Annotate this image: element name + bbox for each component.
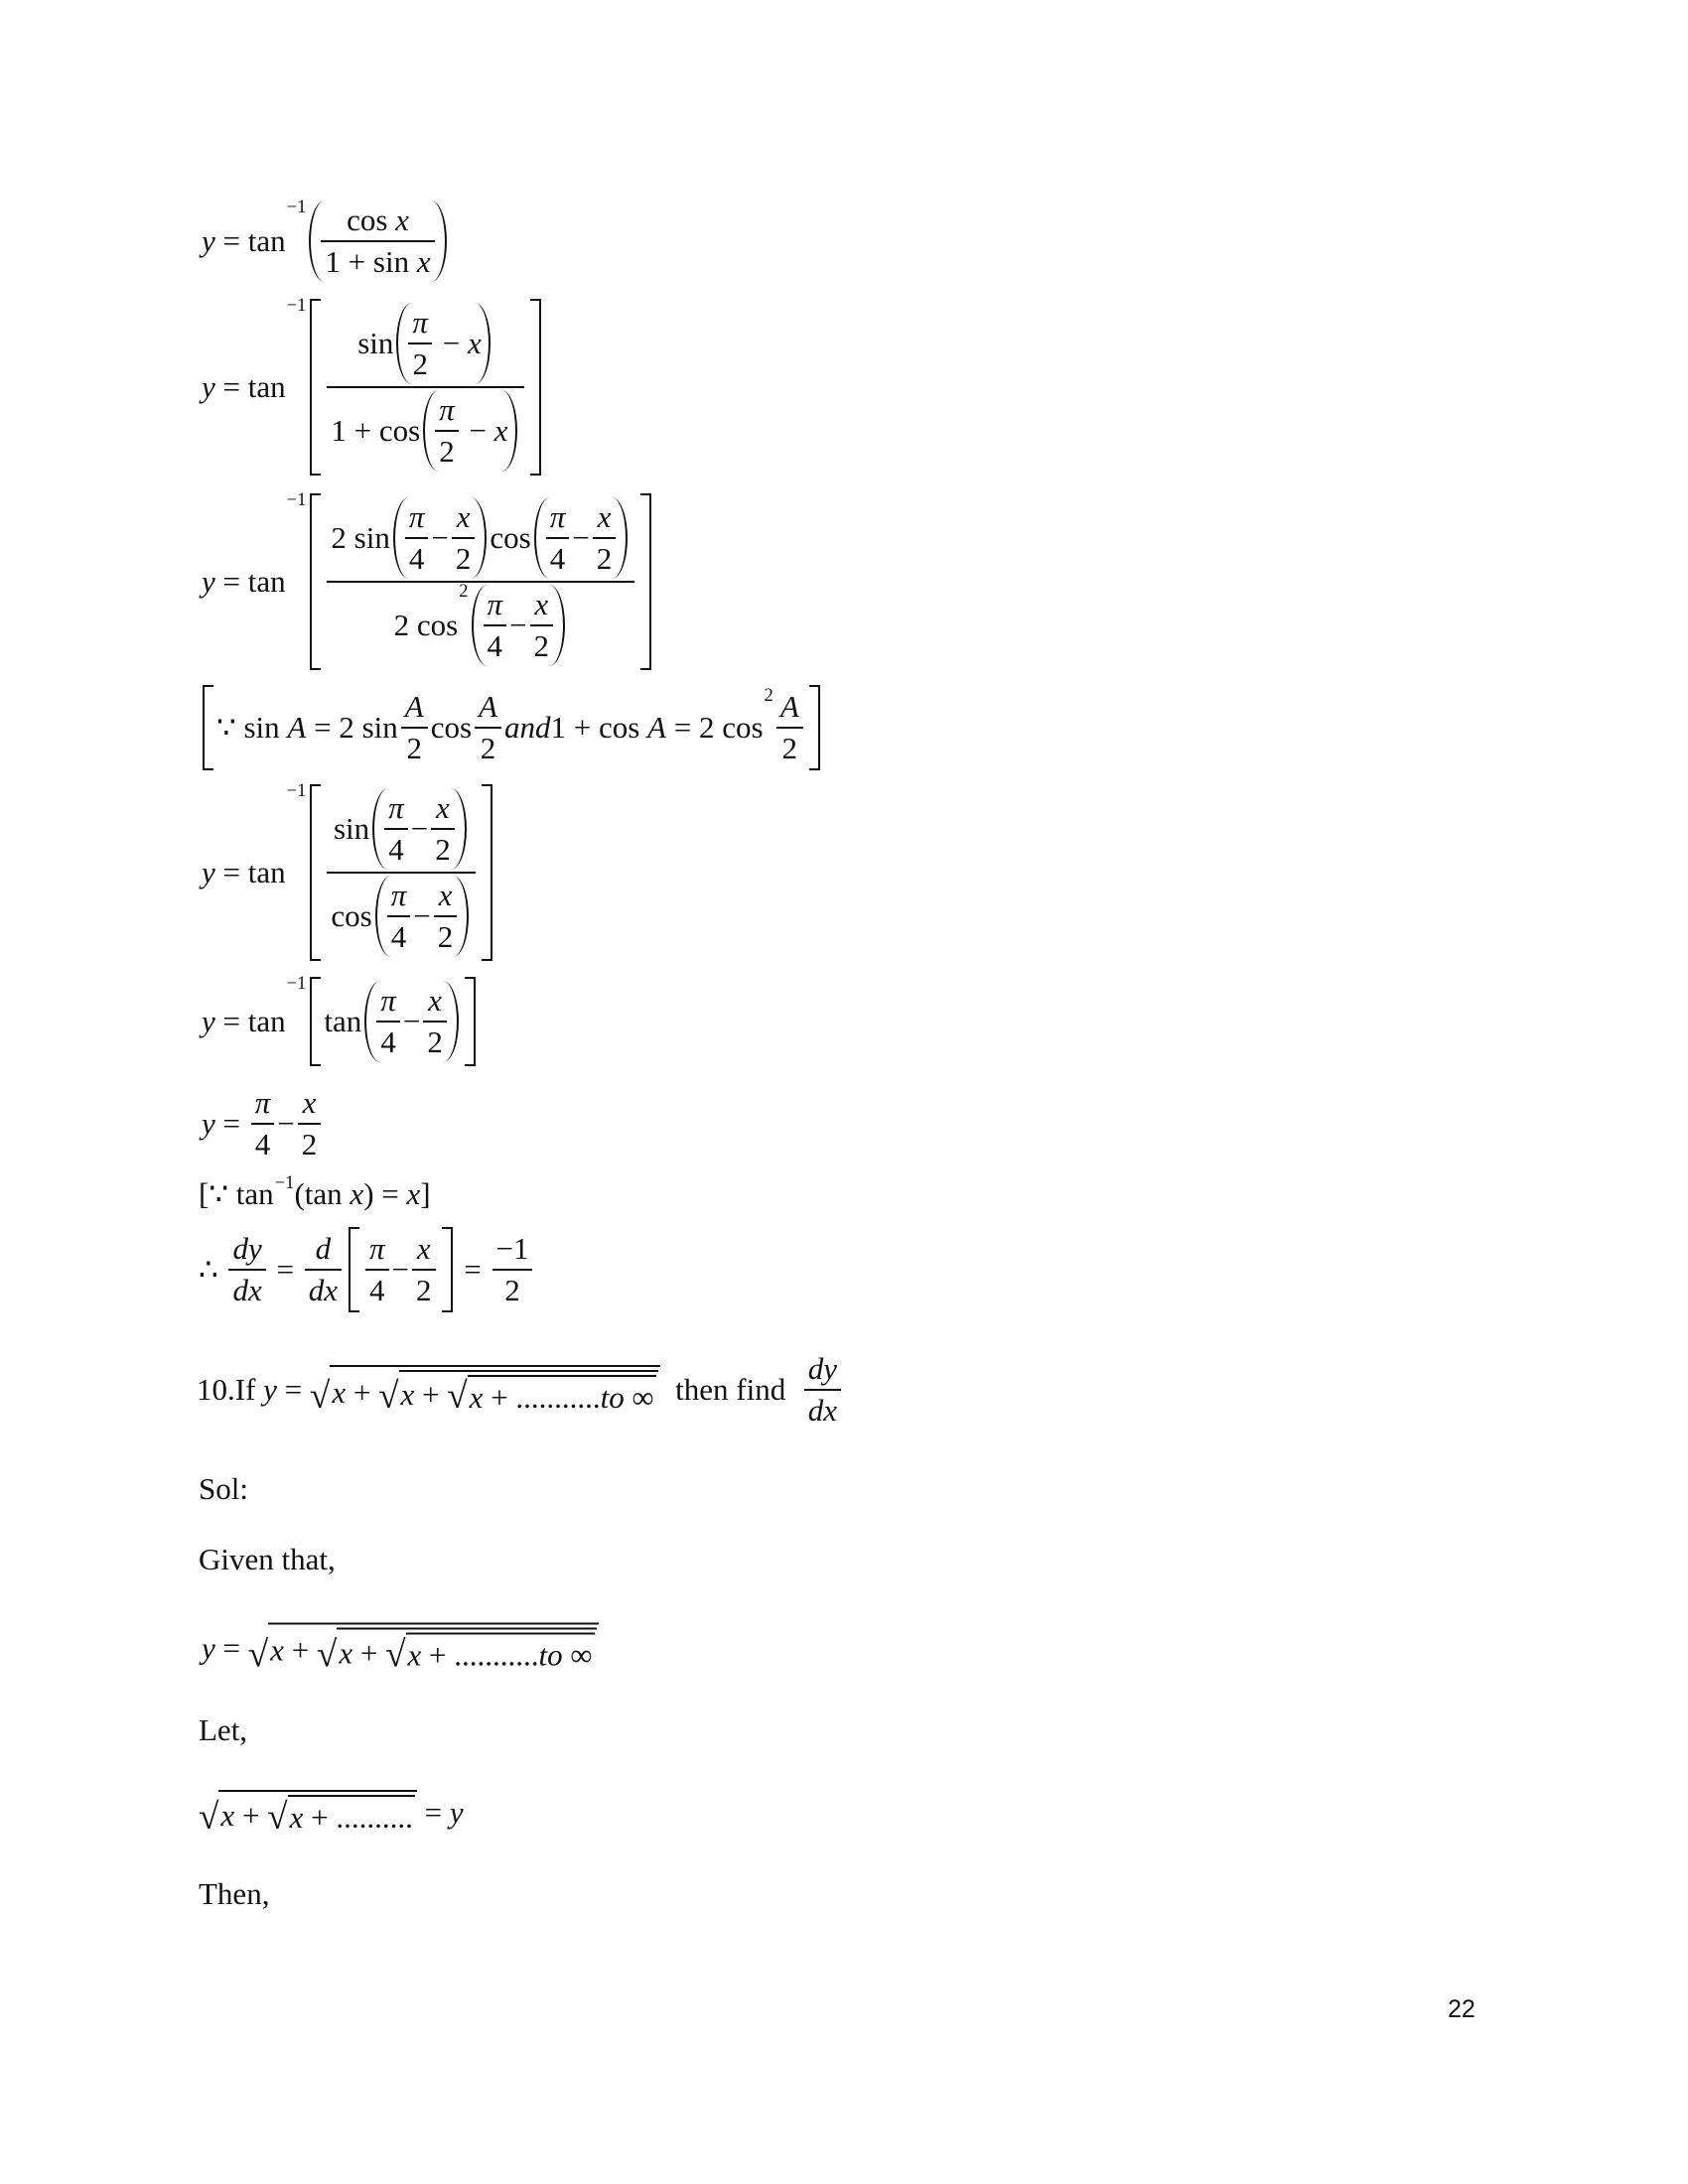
math-text: = (416, 1795, 450, 1830)
math-variable: π (549, 499, 566, 534)
math-text: + ........... (483, 1379, 601, 1415)
fraction-denominator (484, 624, 507, 664)
math-text: − (277, 1106, 295, 1141)
math-fraction (435, 392, 459, 470)
fraction-numerator (435, 392, 459, 430)
equation-line-7 (202, 1085, 324, 1162)
radical-sign-icon: √ (309, 1376, 331, 1418)
math-variable: x (332, 1374, 347, 1410)
math-superscript: −1 (286, 295, 307, 316)
math-variable: x (339, 1635, 353, 1670)
math-superscript: −1 (286, 780, 307, 801)
math-text: − (410, 811, 429, 846)
math-fraction (423, 983, 447, 1060)
math-square-root (378, 1370, 658, 1416)
inverse-tan-note (199, 1172, 431, 1212)
equation-line-2 (202, 295, 545, 476)
given-that-label: Given that, (199, 1542, 336, 1576)
then-label: Then, (199, 1876, 270, 1911)
math-text: 4 (549, 541, 566, 576)
fraction-numerator (776, 689, 803, 727)
fraction-denominator (384, 828, 408, 868)
fraction-numerator (408, 305, 432, 342)
math-text: + ........... (421, 1637, 539, 1673)
math-text: 2 cos (393, 608, 459, 642)
math-text: = (268, 1252, 302, 1287)
math-text: 2 (533, 628, 550, 663)
math-variable: x (456, 499, 471, 534)
math-variable: π (408, 499, 425, 534)
given-equation (202, 1623, 599, 1674)
math-square-root (385, 1633, 594, 1674)
math-variable: y (202, 1106, 215, 1141)
math-variable: π (254, 1085, 271, 1120)
math-superscript: −1 (274, 1172, 295, 1193)
math-text: + (346, 1374, 379, 1410)
fraction-numerator (401, 689, 428, 727)
math-text: [∵ tan (199, 1176, 274, 1211)
fraction-numerator (353, 303, 496, 386)
derivative-result (199, 1227, 535, 1312)
math-text: 2 (406, 731, 422, 765)
fraction-numerator (251, 1085, 275, 1123)
math-text: sin (357, 326, 394, 360)
let-label: Let, (199, 1712, 248, 1747)
math-fraction (327, 303, 523, 472)
fraction-denominator (776, 727, 803, 766)
math-text: − (413, 898, 431, 933)
math-variable: dx (308, 1273, 338, 1307)
math-text: − (572, 520, 590, 555)
math-text: + .......... (303, 1800, 413, 1835)
math-parentheses (396, 303, 490, 384)
math-variable: y (202, 564, 215, 599)
fraction-numerator (330, 788, 474, 872)
fraction-denominator (365, 1269, 389, 1308)
math-variable: A (647, 710, 666, 745)
math-fraction (387, 878, 411, 955)
math-fraction (434, 878, 458, 955)
math-text: 4 (388, 832, 404, 867)
fraction-numerator (376, 983, 400, 1021)
math-text: 2 (781, 731, 798, 765)
math-text: 10.If (197, 1372, 264, 1407)
math-variable: y (202, 1004, 215, 1038)
page-number: 22 (1448, 1995, 1476, 2023)
math-fraction (776, 689, 803, 766)
math-variable: x (220, 1797, 235, 1833)
math-variable: dx (232, 1273, 262, 1307)
math-square-root (248, 1623, 599, 1674)
equation-line-5 (202, 780, 496, 961)
radicand (218, 1790, 416, 1836)
math-text: = tan (214, 564, 286, 599)
fraction-denominator (804, 1389, 841, 1429)
math-text: 2 (416, 1273, 432, 1307)
fraction-numerator (384, 790, 408, 828)
math-text: = (276, 1372, 310, 1407)
math-variable: x (270, 1632, 284, 1668)
fraction-denominator (423, 1021, 447, 1060)
math-superscript: −1 (286, 197, 307, 217)
math-text: 2 (412, 346, 428, 381)
math-fraction (365, 1231, 389, 1308)
math-text: 1 + cos (331, 413, 421, 448)
math-variable: to (538, 1637, 563, 1673)
radical-sign-icon: √ (316, 1634, 338, 1676)
math-parentheses (372, 788, 467, 870)
math-variable: A (287, 710, 307, 745)
math-text: −1 (495, 1231, 529, 1266)
math-parentheses (534, 497, 629, 579)
math-fraction (405, 499, 429, 577)
math-square-root (199, 1790, 417, 1836)
math-text: + (352, 1635, 386, 1670)
math-text: sin (333, 811, 370, 846)
math-fraction (327, 788, 476, 957)
math-superscript: −1 (286, 973, 307, 994)
fraction-denominator (376, 1021, 400, 1060)
fraction-denominator (401, 727, 428, 766)
math-text: = tan (214, 369, 286, 404)
fraction-denominator (435, 430, 459, 470)
math-fraction (484, 587, 507, 664)
math-text: (tan (294, 1176, 351, 1211)
math-fraction (384, 790, 408, 868)
math-text: 2 (439, 434, 455, 469)
math-text: 1 + cos (550, 710, 648, 745)
fraction-numerator (484, 587, 507, 624)
math-fraction (412, 1231, 436, 1308)
math-text: 2 (504, 1273, 520, 1307)
math-fraction (251, 1085, 275, 1162)
math-text: cos (331, 898, 372, 933)
fraction-denominator (452, 537, 476, 577)
math-fraction (376, 983, 400, 1060)
radicand (268, 1623, 598, 1674)
math-fraction (546, 499, 570, 577)
math-text: 4 (390, 919, 407, 954)
fraction-denominator (412, 1269, 436, 1308)
fraction-denominator (327, 872, 476, 957)
math-text: − (434, 326, 468, 360)
math-text: − (461, 413, 494, 448)
math-variable: A (779, 689, 799, 724)
math-text: + (283, 1632, 317, 1668)
math-text: 2 (455, 541, 472, 576)
math-superscript: 2 (459, 581, 469, 602)
math-variable: y (449, 1795, 464, 1830)
math-text: 4 (487, 628, 503, 663)
math-variable: x (469, 1379, 484, 1415)
radical-sign-icon: √ (447, 1376, 468, 1418)
math-text: ] (420, 1176, 431, 1211)
math-text: = tan (214, 855, 286, 889)
fraction-numerator (432, 790, 454, 828)
math-text: ) = (363, 1176, 407, 1211)
math-fraction (431, 790, 455, 868)
math-parentheses (309, 201, 446, 282)
math-text: ∵ sin (216, 710, 288, 745)
math-superscript: 2 (764, 685, 774, 706)
math-fraction (401, 689, 428, 766)
fraction-denominator (305, 1269, 342, 1308)
math-variable: d (315, 1231, 332, 1266)
math-variable: y (202, 369, 215, 404)
math-text: = 2 sin (306, 710, 398, 745)
math-text: 2 (437, 919, 454, 954)
radical-sign-icon: √ (247, 1634, 269, 1676)
fraction-numerator (546, 499, 570, 537)
fraction-denominator (251, 1123, 275, 1162)
math-brackets (310, 493, 651, 670)
question-10 (197, 1351, 844, 1429)
math-variable: x (438, 878, 453, 912)
math-parentheses (393, 497, 488, 579)
math-variable: π (369, 1231, 385, 1266)
math-parentheses (364, 981, 459, 1062)
math-fraction (305, 1231, 342, 1308)
math-variable: π (388, 790, 404, 825)
fraction-denominator (434, 915, 458, 955)
fraction-denominator (321, 240, 434, 280)
math-fraction (228, 1231, 265, 1308)
radicand (468, 1375, 656, 1416)
math-variable: x (534, 587, 549, 621)
math-fraction (452, 499, 476, 577)
fraction-denominator (593, 537, 617, 577)
math-variable: x (350, 1176, 364, 1211)
math-variable: y (202, 223, 215, 258)
math-text: 1 + sin (325, 244, 417, 279)
math-text: tan (324, 1004, 362, 1038)
radical-sign-icon: √ (385, 1634, 406, 1676)
math-parentheses (423, 390, 516, 472)
fraction-numerator (327, 497, 634, 581)
math-variable: and (503, 710, 551, 745)
sol-label: Sol: (199, 1471, 248, 1506)
math-variable: x (302, 1085, 317, 1120)
radical-sign-icon: √ (199, 1796, 219, 1838)
math-variable: to (600, 1379, 625, 1415)
math-text: 2 (596, 541, 613, 576)
math-fraction (298, 1085, 322, 1162)
equation-line-6 (202, 973, 480, 1066)
fraction-numerator (299, 1085, 321, 1123)
math-text: − (402, 1004, 421, 1038)
radicand (406, 1633, 595, 1674)
math-variable: x (400, 1377, 415, 1412)
math-brackets (310, 784, 492, 961)
math-superscript: −1 (286, 489, 307, 510)
math-variable: A (404, 689, 424, 724)
math-text: ∴ (199, 1252, 226, 1287)
math-variable: dx (807, 1393, 837, 1428)
radicand (330, 1365, 659, 1416)
fraction-numerator (365, 1231, 389, 1269)
math-text: cos (347, 203, 396, 237)
math-text: 2 (435, 832, 451, 867)
math-variable: x (428, 983, 442, 1018)
math-fraction (327, 497, 634, 666)
math-fraction (408, 305, 432, 382)
equation-line-3 (202, 489, 655, 670)
fraction-denominator (546, 537, 570, 577)
fraction-numerator (424, 983, 446, 1021)
fraction-denominator (408, 342, 432, 382)
fraction-numerator (435, 878, 457, 915)
math-text: − (391, 1252, 410, 1287)
math-text: ∞ (624, 1379, 654, 1415)
math-fraction (475, 689, 501, 766)
math-text: = (214, 1630, 248, 1665)
math-text: cos (430, 710, 473, 745)
math-text: = (214, 1106, 248, 1141)
fraction-numerator (530, 587, 552, 624)
math-variable: π (487, 587, 503, 621)
math-variable: y (202, 1630, 215, 1665)
math-variable: A (479, 689, 497, 724)
fraction-denominator (228, 1269, 265, 1308)
math-variable: x (406, 1176, 421, 1211)
equation-line-1 (202, 197, 450, 282)
math-variable: x (493, 413, 508, 448)
math-text: cos (490, 520, 531, 555)
math-text: 2 sin (331, 520, 390, 555)
fraction-numerator (312, 1231, 336, 1269)
radicand (399, 1370, 658, 1416)
math-text: = tan (214, 223, 286, 258)
math-variable: x (436, 790, 450, 825)
math-fraction (530, 587, 554, 664)
math-text: + (414, 1377, 448, 1412)
math-variable: x (597, 499, 612, 534)
math-text: 4 (254, 1127, 271, 1161)
identity-note (199, 685, 824, 770)
fraction-numerator (453, 499, 475, 537)
math-text: − (509, 608, 527, 642)
fraction-denominator (327, 386, 523, 472)
math-text: = (456, 1252, 490, 1287)
math-variable: π (380, 983, 396, 1018)
fraction-denominator (387, 915, 411, 955)
fraction-denominator (405, 537, 429, 577)
math-variable: x (416, 244, 431, 279)
math-text: then find (659, 1372, 801, 1407)
math-text: 4 (380, 1024, 396, 1059)
fraction-denominator (298, 1123, 322, 1162)
math-text: ∞ (562, 1637, 593, 1673)
math-variable: π (412, 305, 428, 340)
math-variable: x (289, 1800, 304, 1835)
fraction-numerator (413, 1231, 435, 1269)
radical-sign-icon: √ (378, 1376, 399, 1418)
math-square-root (310, 1365, 660, 1416)
radical-sign-icon: √ (267, 1796, 288, 1838)
fraction-denominator (475, 727, 501, 766)
math-fraction (492, 1231, 533, 1308)
math-brackets (349, 1227, 453, 1312)
math-variable: x (407, 1637, 422, 1673)
math-fraction (593, 499, 617, 577)
math-square-root (447, 1375, 655, 1416)
math-variable: dy (807, 1351, 837, 1386)
math-fraction (804, 1351, 841, 1429)
math-fraction (321, 203, 434, 280)
math-variable: π (390, 878, 407, 912)
fraction-denominator (492, 1269, 533, 1308)
math-variable: y (263, 1372, 277, 1407)
fraction-numerator (594, 499, 616, 537)
fraction-numerator (343, 203, 413, 240)
fraction-numerator (492, 1231, 533, 1269)
math-text: 4 (408, 541, 425, 576)
fraction-denominator (327, 581, 634, 666)
math-square-root (317, 1628, 597, 1674)
fraction-numerator (475, 689, 501, 727)
math-text: − (431, 520, 449, 555)
let-equation (199, 1790, 464, 1836)
fraction-numerator (405, 499, 429, 537)
fraction-denominator (431, 828, 455, 868)
math-parentheses (472, 585, 566, 666)
math-parentheses (375, 876, 470, 957)
math-brackets (310, 299, 540, 476)
math-brackets (203, 685, 820, 770)
radicand (288, 1795, 415, 1836)
math-square-root (267, 1795, 415, 1836)
fraction-numerator (228, 1231, 265, 1269)
math-text: = 2 cos (665, 710, 764, 745)
math-text: 2 (301, 1127, 318, 1161)
radicand (337, 1628, 596, 1674)
math-text: 2 (480, 731, 496, 765)
fraction-denominator (530, 624, 554, 664)
math-text: = tan (214, 1004, 286, 1038)
math-variable: x (416, 1231, 431, 1266)
math-variable: x (395, 203, 409, 237)
fraction-numerator (804, 1351, 841, 1389)
math-text: 2 (427, 1024, 443, 1059)
math-variable: dy (232, 1231, 262, 1266)
math-variable: π (439, 392, 455, 427)
math-text: 4 (369, 1273, 385, 1307)
math-variable: x (467, 326, 482, 360)
math-variable: y (202, 855, 215, 889)
math-brackets (310, 977, 475, 1066)
fraction-numerator (387, 878, 411, 915)
math-text: + (234, 1797, 268, 1833)
